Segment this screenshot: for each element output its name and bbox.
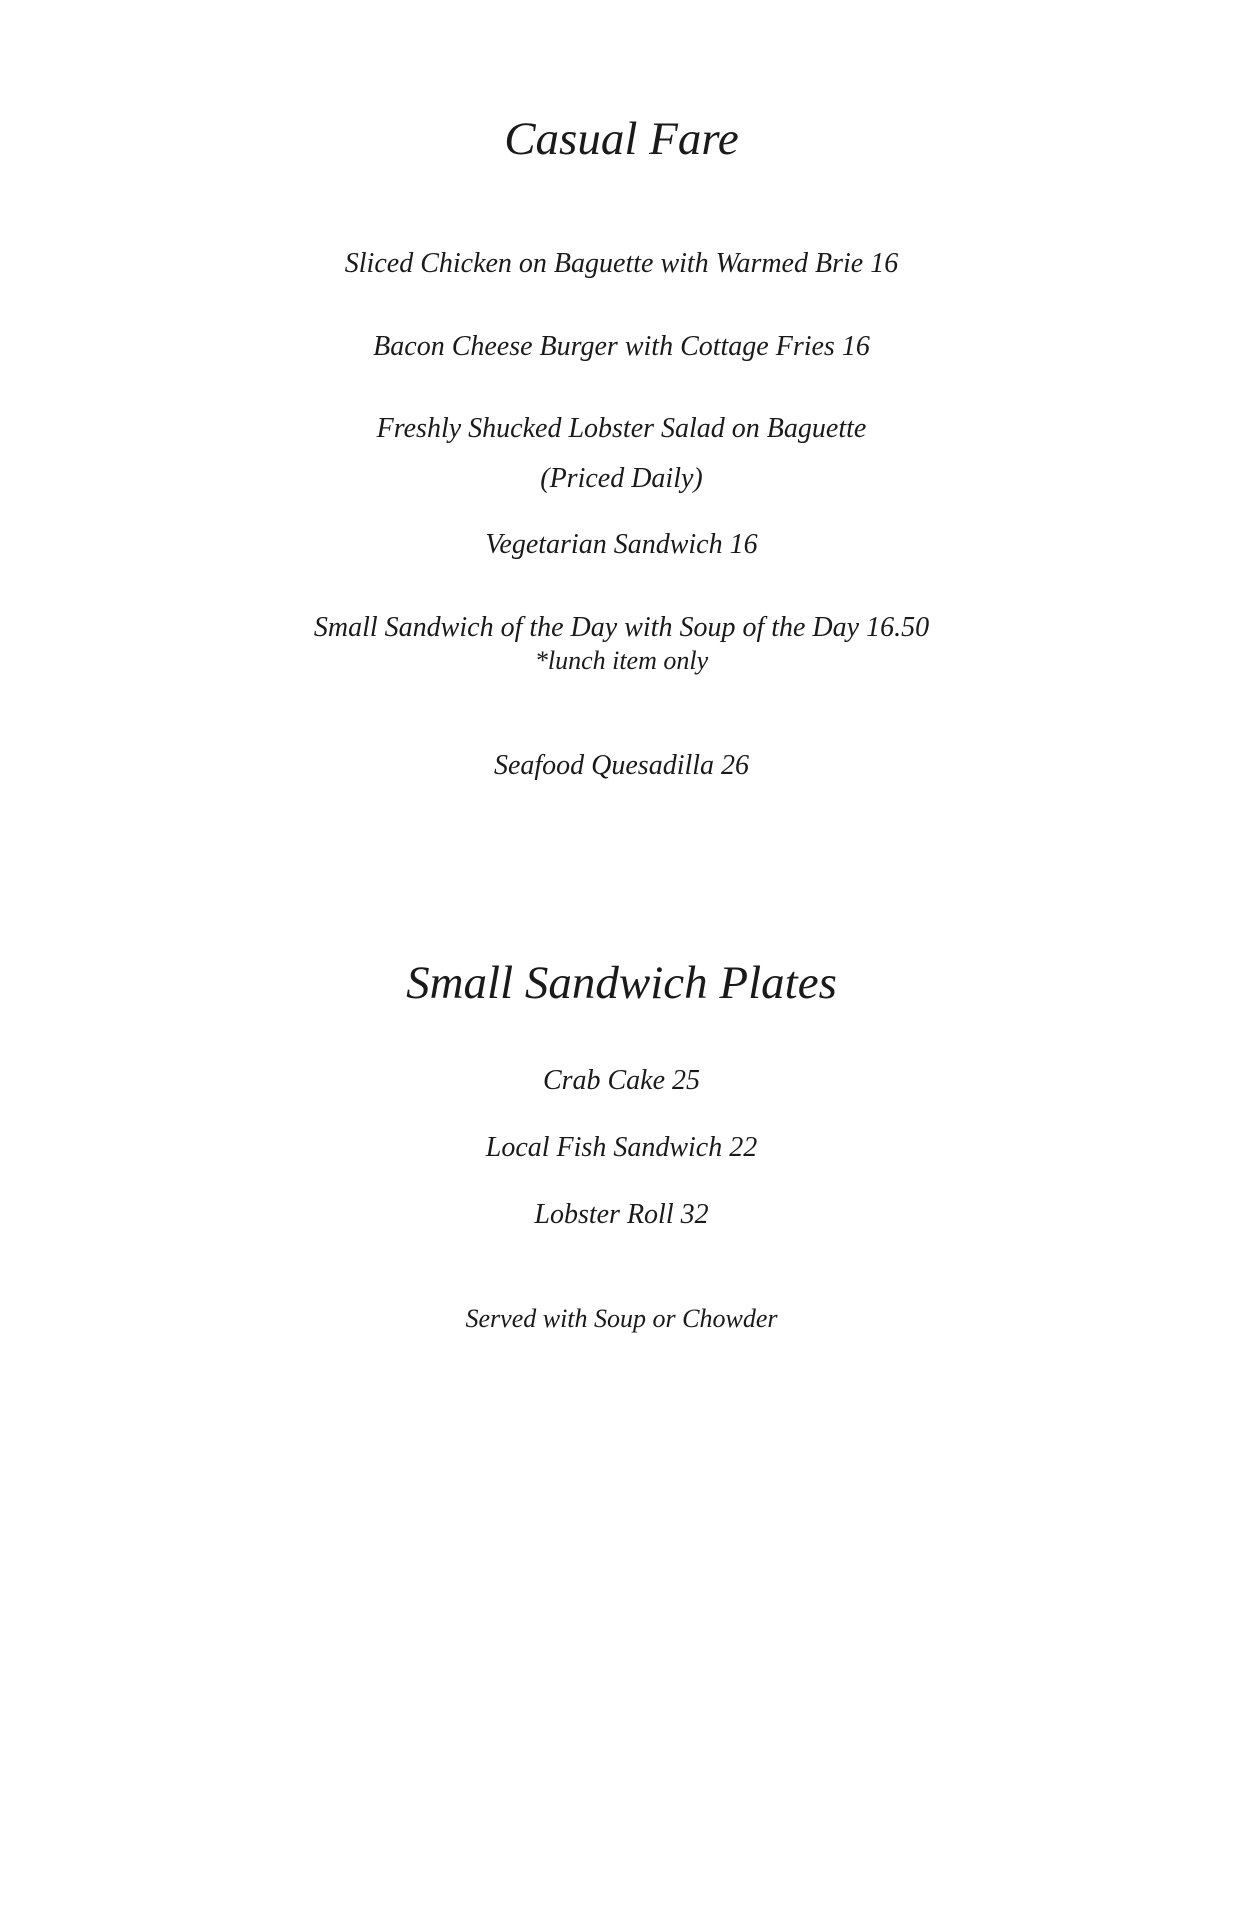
section-footer-served-with: Served with Soup or Chowder <box>465 1304 778 1333</box>
menu-item-lunch-note: *lunch item only <box>534 646 709 675</box>
menu-item-lobster-salad: Freshly Shucked Lobster Salad on Baguette <box>376 413 867 444</box>
menu-item-bacon-cheese-burger: Bacon Cheese Burger with Cottage Fries 16 <box>373 331 870 362</box>
menu-item-crab-cake: Crab Cake 25 <box>542 1065 701 1096</box>
menu-item-local-fish-sandwich: Local Fish Sandwich 22 <box>485 1132 758 1163</box>
menu-item-lobster-roll: Lobster Roll 32 <box>534 1199 709 1230</box>
menu-item-lobster-salad-price: (Priced Daily) <box>540 463 703 494</box>
menu-item-sliced-chicken: Sliced Chicken on Baguette with Warmed Brie 16 <box>344 248 899 279</box>
menu-item-vegetarian-sandwich: Vegetarian Sandwich 16 <box>485 529 758 560</box>
section-title-casual-fare: Casual Fare <box>504 113 739 165</box>
section-title-small-sandwich-plates: Small Sandwich Plates <box>406 957 837 1009</box>
menu-item-seafood-quesadilla: Seafood Quesadilla 26 <box>493 750 750 781</box>
menu-item-small-sandwich-soup: Small Sandwich of the Day with Soup of the Day 16.50 <box>313 612 930 643</box>
